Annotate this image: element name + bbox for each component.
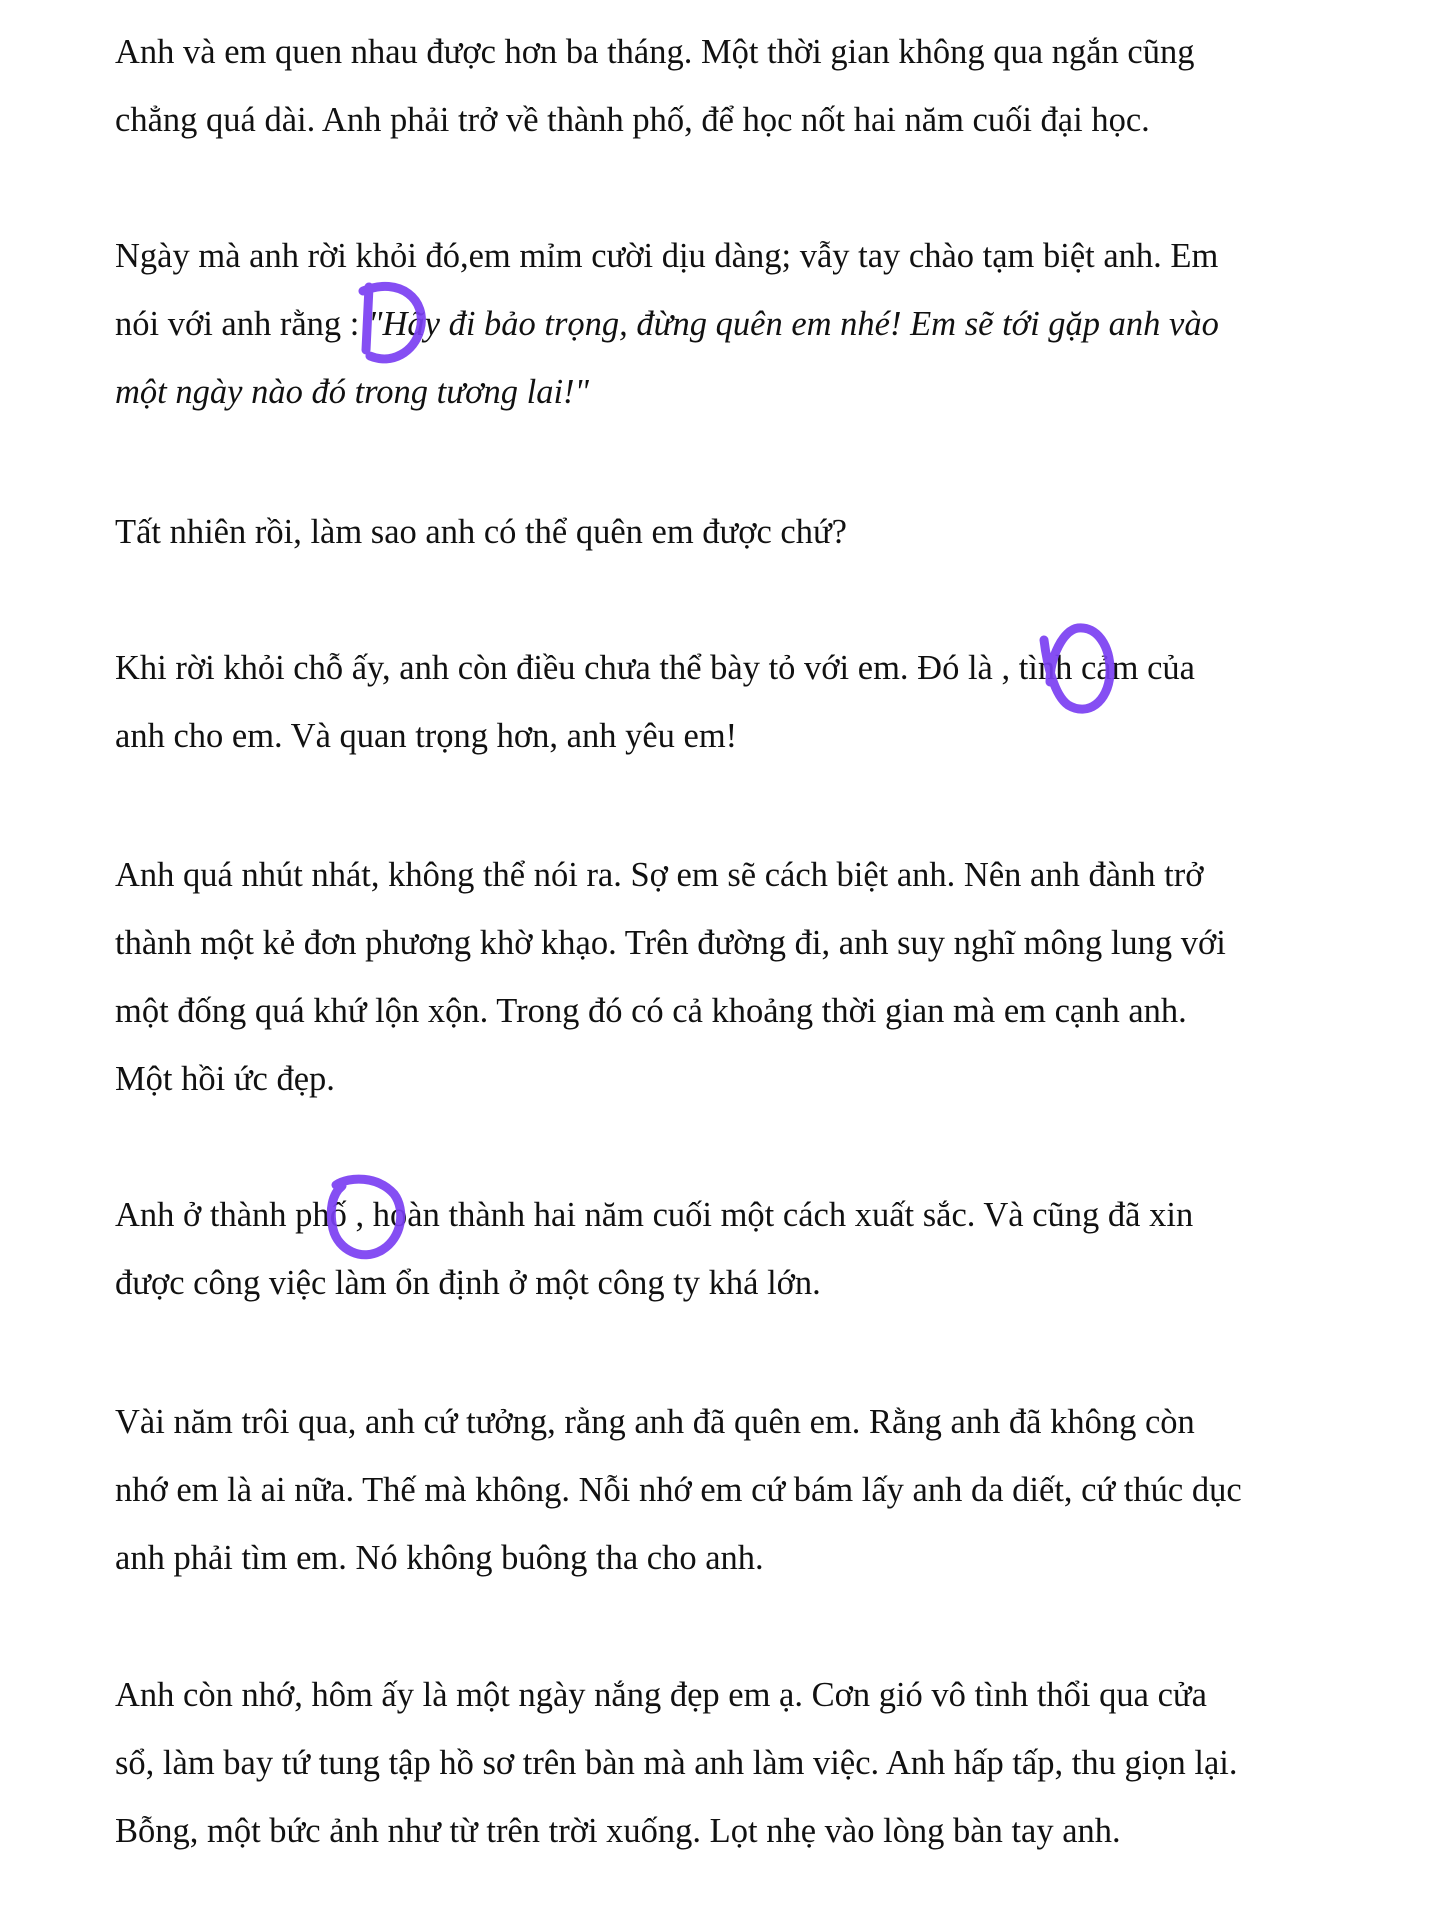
text-span: được công việc làm ổn định ở một công ty khá lớn. (115, 1264, 821, 1302)
text-span: thành một kẻ đơn phương khờ khạo. Trên đường đi, anh suy nghĩ mông lung với (115, 924, 1226, 962)
text-span: Tất nhiên rồi, làm sao anh có thể quên em được chứ? (115, 513, 847, 551)
text-span: Vài năm trôi qua, anh cứ tưởng, rằng anh đã quên em. Rằng anh đã không còn (115, 1403, 1195, 1441)
text-span: nói với anh rằng : (115, 305, 368, 343)
text-line (115, 1534, 764, 1582)
text-line (115, 1671, 1207, 1719)
text-line (115, 368, 589, 416)
text-line (115, 644, 1195, 692)
text-line (115, 96, 1150, 144)
quoted-speech: "Hãy đi bảo trọng, đừng quên em nhé! Em sẽ tới gặp anh vào (368, 305, 1219, 343)
text-line (115, 508, 847, 556)
text-line (115, 712, 737, 760)
text-span: nhớ em là ai nữa. Thế mà không. Nỗi nhớ em cứ bám lấy anh da diết, cứ thúc dục (115, 1471, 1242, 1509)
text-span: anh cho em. Và quan trọng hơn, anh yêu em! (115, 717, 738, 755)
text-span: Anh quá nhút nhát, không thể nói ra. Sợ em sẽ cách biệt anh. Nên anh đành trở (115, 856, 1204, 894)
text-line (115, 1398, 1195, 1446)
text-line (115, 1055, 335, 1103)
text-span: Khi rời khỏi chỗ ấy, anh còn điều chưa thể bày tỏ với em. Đó là , tình cảm của (115, 649, 1195, 687)
text-span: Anh và em quen nhau được hơn ba tháng. Một thời gian không qua ngắn cũng (115, 33, 1195, 71)
text-span: Anh còn nhớ, hôm ấy là một ngày nắng đẹp em ạ. Cơn gió vô tình thổi qua cửa (115, 1676, 1207, 1714)
text-line (115, 300, 1219, 348)
text-line (115, 1466, 1242, 1514)
text-span: một đống quá khứ lộn xộn. Trong đó có cả khoảng thời gian mà em cạnh anh. (115, 992, 1187, 1030)
text-span: Anh ở thành phố , hoàn thành hai năm cuối một cách xuất sắc. Và cũng đã xin (115, 1196, 1194, 1234)
text-line (115, 1259, 821, 1307)
text-span: Ngày mà anh rời khỏi đó,em mỉm cười dịu dàng; vẫy tay chào tạm biệt anh. Em (115, 237, 1219, 275)
text-line (115, 851, 1203, 899)
text-line (115, 1807, 1121, 1855)
text-span: Bỗng, một bức ảnh như từ trên trời xuống. Lọt nhẹ vào lòng bàn tay anh. (115, 1812, 1121, 1850)
quoted-speech: một ngày nào đó trong tương lai!" (115, 373, 590, 411)
text-line (115, 28, 1194, 76)
text-line (115, 1739, 1238, 1787)
text-line (115, 1191, 1193, 1239)
text-span: chẳng quá dài. Anh phải trở về thành phố, để học nốt hai năm cuối đại học. (115, 101, 1150, 139)
text-line (115, 232, 1218, 280)
text-span: anh phải tìm em. Nó không buông tha cho anh. (115, 1539, 764, 1577)
text-span: Một hồi ức đẹp. (115, 1060, 335, 1098)
text-line (115, 987, 1187, 1035)
text-span: sổ, làm bay tứ tung tập hồ sơ trên bàn mà anh làm việc. Anh hấp tấp, thu giọn lại. (115, 1744, 1238, 1782)
text-line (115, 919, 1226, 967)
